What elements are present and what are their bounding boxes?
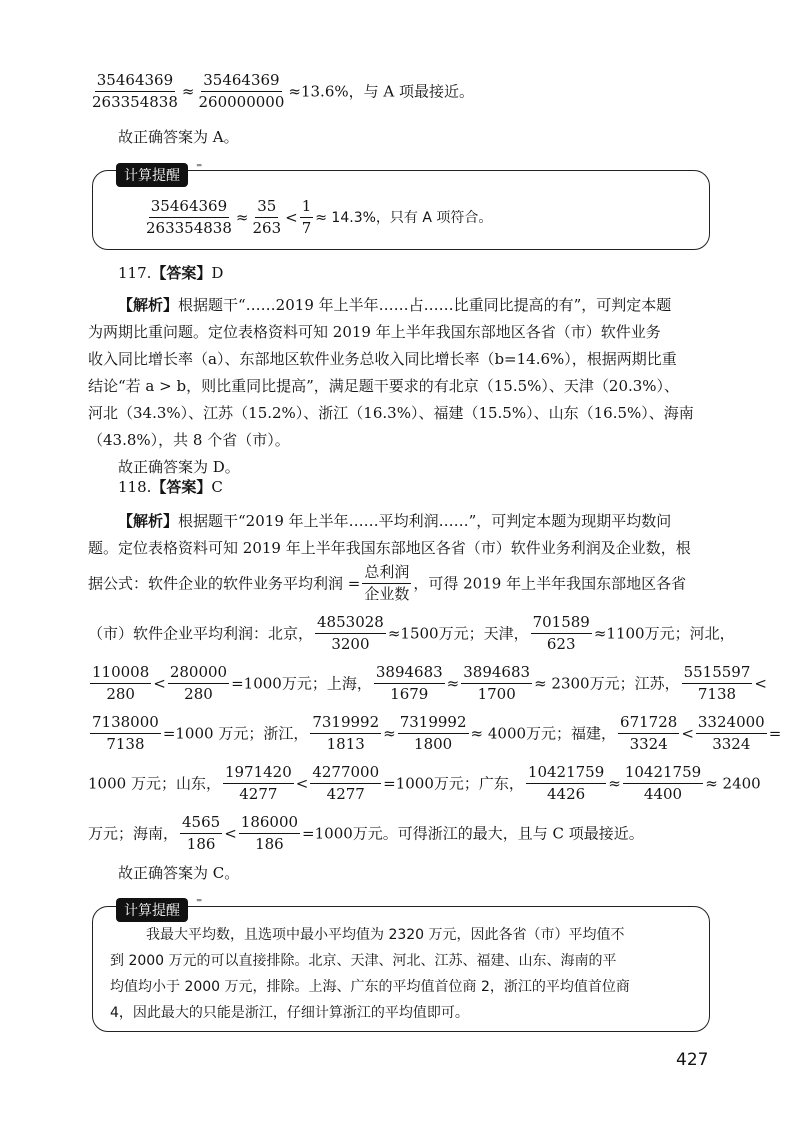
answer-line-c: 故正确答案为 C。 (118, 864, 240, 882)
fraction: $\frac{4565}{186}$ (182, 813, 221, 854)
q118-calc-row-4: 1000 万元；山东， $\frac{1971420}{4277}$ < $\frac{4277000}{4277}$ =1000万元；广东， $\frac{10421759}{4426}$ ≈ $\frac{10421759}{4400}$ ≈ 2400 (88, 763, 761, 804)
q118-calc-row-3: $\frac{7138000}{7138}$ =1000 万元；浙江， $\frac{7319992}{1813}$ ≈ $\frac{7319992}{1800}$ ≈ 4000万元；福建， $\frac{671728}{3324}$ < $\frac{3324000}{3324}$ = (92, 713, 782, 754)
fraction: $\frac{3894683}{1679}$ (375, 663, 443, 704)
calc-result: ≈13.6%，与 A 项最接近。 (288, 82, 474, 101)
fraction: $\frac{4277000}{4277}$ (312, 763, 380, 804)
fraction: $\frac{280000}{280}$ (169, 663, 228, 704)
fraction: $\frac{35}{263}$ (252, 197, 282, 238)
q118-calc-row-1: （市）软件企业平均利润：北京， $\frac{4853028}{3200}$ ≈1500万元；天津， $\frac{701589}{623}$ ≈1100万元；河北， (88, 613, 735, 654)
tip1-calc-line: $\frac{35464369}{263354838}$ ≈ $\frac{35}{263}$ < $\frac{1}{7}$ ≈ 14.3%，只有 A 项符合。 (146, 197, 493, 238)
fraction: $\frac{3894683}{1700}$ (463, 663, 531, 704)
q117-explanation: 【解析】根据题干“……2019 年上半年……占……比重同比提高的有”，可判定本题 为两期比重问题。定位表格资料可知 2019 年上半年我国东部地区各省（市）软件业务 收入同比增长率（a）、东部地区软件业务总收入同比增长率（b=14.6%），根据两期比重 结论“若 a > b，则比重同比提高”，满足题干要求的有北京（15.5%）、天津（20.3%）、 河北（34.3%）、江苏（15.2%）、浙江（16.3%）、福建（15.5%）、山东（16.5%）、海南 （43.8%），共 8 个省（市）。 故正确答案为 D。 (88, 296, 694, 476)
q118-header: 118.【答案】C (118, 478, 223, 496)
tip-sparkle-icon: ⁼ (196, 895, 201, 909)
fraction: $\frac{186000}{186}$ (240, 813, 299, 854)
q117-header: 117.【答案】D (118, 264, 224, 282)
calc-tip-label-2: 计算提醒 (116, 898, 188, 922)
fraction: $\frac{5515597}{7138}$ (683, 663, 751, 704)
fraction: $\frac{671728}{3324}$ (620, 713, 678, 754)
q118-calc-row-5: 万元；海南， $\frac{4565}{186}$ < $\frac{186000}{186}$ =1000万元。可得浙江的最大，且与 C 项最接近。 (88, 813, 644, 854)
fraction: $\frac{7319992}{1800}$ (399, 713, 467, 754)
fraction: $\frac{701589}{623}$ (532, 613, 590, 654)
fraction: $\frac{7138000}{7138}$ (92, 713, 159, 754)
answer-line-a: 故正确答案为 A。 (118, 128, 239, 146)
page-number: 427 (676, 1050, 709, 1070)
calc-tip-label-1: 计算提醒 (116, 163, 188, 187)
fraction: $\frac{110008}{280}$ (92, 663, 150, 704)
fraction: $\frac{35464369}{260000000}$ (198, 71, 285, 112)
fraction: $\frac{35464369}{263354838}$ (92, 71, 178, 112)
q118-calc-row-2: $\frac{110008}{280}$ < $\frac{280000}{280}$ =1000万元；上海， $\frac{3894683}{1679}$ ≈ $\frac{3894683}{1700}$ ≈ 2300万元；江苏， $\frac{5515597}{7138}$ < (92, 663, 767, 704)
approx-sign: ≈ (181, 82, 195, 101)
fraction: $\frac{\text{总利润}}{\text{企业数}}$ (364, 563, 410, 604)
intro-calc-line (88, 72, 474, 112)
fraction: $\frac{10421759}{4426}$ (527, 763, 605, 804)
fraction: $\frac{1971420}{4277}$ (224, 763, 292, 804)
fraction: $\frac{4853028}{3200}$ (317, 613, 384, 654)
tip2-text: 我最大平均数，且选项中最小平均值为 2320 万元，因此各省（市）平均值不 到 2000 万元的可以直接排除。北京、天津、河北、江苏、福建、山东、海南的平 均值均小于 2000 万元，排除。上海、广东的平均值首位商 2，浙江的平均值首位商 4，因此最大的只能是浙江，仔细计算浙江的平均值即可。 (110, 927, 630, 1021)
q118-formula-line: 据公式：软件企业的软件业务平均利润 = $\frac{\text{总利润}}{\text{企业数}}$ ，可得 2019 年上半年我国东部地区各省 (88, 563, 687, 604)
tip-sparkle-icon: ⁼ (196, 160, 201, 174)
fraction: $\frac{3324000}{3324}$ (697, 713, 765, 754)
fraction: $\frac{1}{7}$ (301, 197, 312, 238)
fraction: $\frac{10421759}{4400}$ (624, 763, 702, 804)
q118-explanation: 【解析】根据题干“2019 年上半年……平均利润……”，可判定本题为现期平均数问 题。定位表格资料可知 2019 年上半年我国东部地区各省（市）软件业务利润及企业数，根 (88, 512, 691, 557)
fraction: $\frac{35464369}{263354838}$ (146, 197, 232, 238)
fraction: $\frac{7319992}{1813}$ (312, 713, 380, 754)
